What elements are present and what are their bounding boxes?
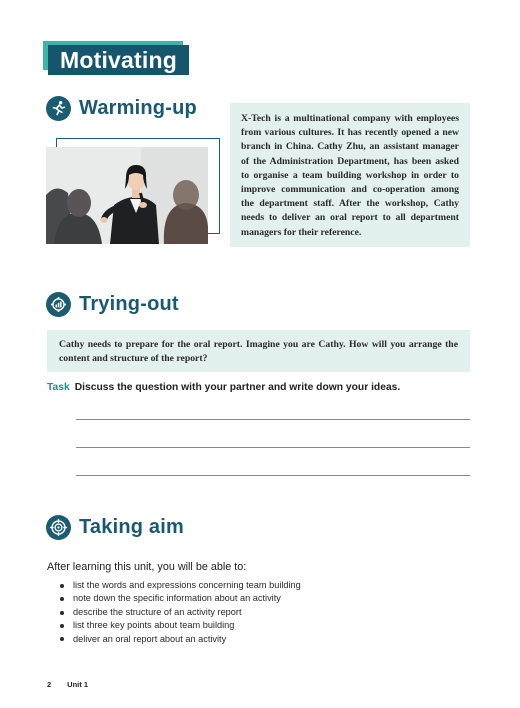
list-item: deliver an oral report about an activity <box>60 633 301 646</box>
taking-aim-intro: After learning this unit, you will be able to: <box>47 561 247 573</box>
task-text: Discuss the question with your partner and write down your ideas. <box>74 382 401 393</box>
section-title: Warming-up <box>79 97 197 119</box>
bullet <box>60 624 64 628</box>
page-title: Motivating <box>48 45 189 75</box>
answer-line[interactable] <box>76 419 470 420</box>
trying-out-heading <box>46 292 179 317</box>
answer-line[interactable] <box>76 475 470 476</box>
taking-aim-list <box>60 579 301 646</box>
title-banner <box>43 41 189 75</box>
page-number: 2 <box>47 680 52 689</box>
list-item: note down the specific information about an activity <box>60 592 301 605</box>
presentation-photo <box>46 147 208 244</box>
taking-aim-heading <box>46 515 184 540</box>
gear-chart-icon <box>46 292 71 317</box>
section-title: Taking aim <box>79 516 184 538</box>
bullet <box>60 637 64 641</box>
list-item: list three key points about team building <box>60 619 301 632</box>
runner-icon <box>46 96 71 121</box>
page-footer <box>47 680 88 689</box>
section-title: Trying-out <box>79 293 179 315</box>
list-item: describe the structure of an activity report <box>60 606 301 619</box>
bullet <box>60 611 64 615</box>
warming-up-text: X-Tech is a multinational company with employees from various cultures. It has recently opened a new branch in China. Cathy Zhu, an assistant manager of the Administration Department, has been asked to organise a team building workshop in order to improve communication and co-operation among the department staff. After the workshop, Cathy needs to deliver an oral report to all department managers for their reference. <box>241 113 459 238</box>
target-icon <box>46 515 71 540</box>
task-instruction <box>47 382 400 393</box>
trying-out-text-box <box>47 330 470 372</box>
trying-out-text: Cathy needs to prepare for the oral report. Imagine you are Cathy. How will you arrange the content and structure of the report? <box>59 339 458 364</box>
bullet <box>60 584 64 588</box>
list-item: list the words and expressions concerning team building <box>60 579 301 592</box>
warming-up-heading <box>46 96 197 121</box>
bullet <box>60 597 64 601</box>
task-label: Task <box>47 382 70 393</box>
unit-label: Unit 1 <box>67 680 89 689</box>
warming-up-text-box <box>230 103 470 247</box>
answer-line[interactable] <box>76 447 470 448</box>
